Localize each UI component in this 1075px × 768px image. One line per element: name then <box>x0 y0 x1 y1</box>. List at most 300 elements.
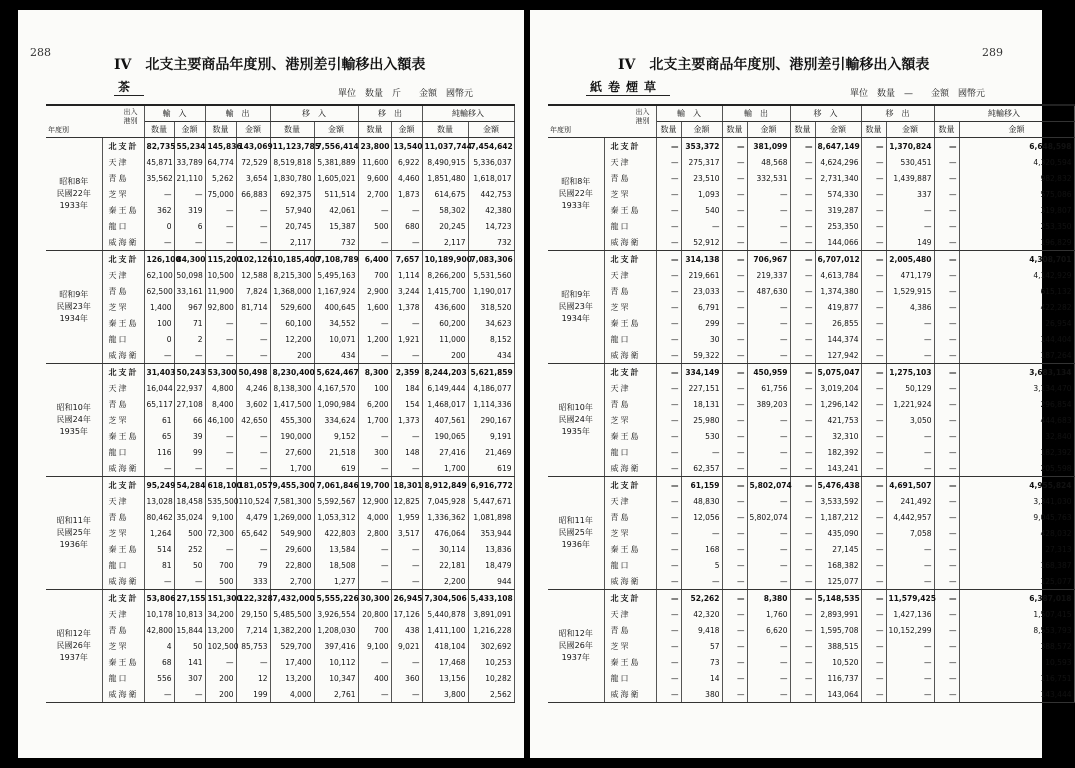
port-cell: 威海衛 <box>604 460 656 477</box>
value-cell: — <box>861 283 886 299</box>
value-cell: 95,249 <box>144 477 174 494</box>
value-cell: — <box>934 686 959 703</box>
value-cell: 61 <box>144 412 174 428</box>
port-cell: 龍口 <box>604 218 656 234</box>
value-cell: — <box>656 412 681 428</box>
value-cell: — <box>391 573 422 590</box>
value-cell: 4,186,077 <box>468 380 514 396</box>
value-cell: 4,460 <box>391 170 422 186</box>
unit-note: 單位 数量 — 金額 國幣元 <box>850 89 986 99</box>
value-cell: — <box>934 331 959 347</box>
value-cell: — <box>722 622 747 638</box>
value-cell: 125,077 <box>959 573 1074 590</box>
year-label: 昭和9年 <box>59 290 89 299</box>
port-cell: 秦王島 <box>102 428 144 444</box>
value-cell: 5,075,047 <box>815 364 861 381</box>
value-cell: 3,134,470 <box>959 380 1074 396</box>
value-cell: 8,380 <box>747 590 790 607</box>
value-cell: — <box>174 186 205 202</box>
value-cell: 1,700 <box>358 412 391 428</box>
value-cell: — <box>934 364 959 381</box>
value-cell: 442,753 <box>468 186 514 202</box>
table-row <box>46 380 514 396</box>
value-cell: — <box>790 234 815 251</box>
value-cell: 53,300 <box>205 364 236 381</box>
value-cell: — <box>886 654 934 670</box>
value-cell: 1,208,030 <box>314 622 358 638</box>
value-cell: 6,791 <box>681 299 722 315</box>
port-cell: 威海衛 <box>102 460 144 477</box>
value-cell: 700 <box>205 557 236 573</box>
value-cell: 1,468,017 <box>422 396 468 412</box>
value-cell: 10,593 <box>959 654 1074 670</box>
value-cell: 1,605,021 <box>314 170 358 186</box>
value-cell: — <box>747 525 790 541</box>
value-cell: 5,440,878 <box>422 606 468 622</box>
value-cell: 8,138,300 <box>270 380 314 396</box>
value-cell: — <box>205 234 236 251</box>
value-cell: — <box>722 251 747 268</box>
value-cell: 100 <box>144 315 174 331</box>
value-cell: 21,469 <box>468 444 514 460</box>
value-cell: — <box>790 315 815 331</box>
value-cell: 2,117 <box>270 234 314 251</box>
corner-label-inout: 出入 <box>123 108 138 116</box>
value-cell: 400,645 <box>314 299 358 315</box>
value-cell: 32,840 <box>959 428 1074 444</box>
commodity-label: 紙卷煙草 <box>586 78 670 96</box>
value-cell: 42,800 <box>144 622 174 638</box>
value-cell: 42,320 <box>681 606 722 622</box>
value-cell: 10,282 <box>468 670 514 686</box>
port-cell: 天津 <box>604 154 656 170</box>
value-cell: 34,200 <box>205 606 236 622</box>
value-cell: 52,262 <box>681 590 722 607</box>
value-cell: — <box>790 428 815 444</box>
value-cell: 1,336,362 <box>422 509 468 525</box>
value-cell: 31,403 <box>144 364 174 381</box>
value-cell: — <box>790 251 815 268</box>
value-cell: 556 <box>144 670 174 686</box>
value-cell: 3,341,030 <box>959 493 1074 509</box>
value-cell: 19,700 <box>358 477 391 494</box>
value-cell: — <box>391 234 422 251</box>
table-row <box>548 525 1074 541</box>
value-cell: — <box>790 638 815 654</box>
value-cell: 5,433,108 <box>468 590 514 607</box>
value-cell: 500 <box>174 525 205 541</box>
value-cell: 1,427,136 <box>886 606 934 622</box>
value-cell: 618,100 <box>205 477 236 494</box>
page-number: 289 <box>982 46 1003 59</box>
value-cell: — <box>722 396 747 412</box>
value-cell: — <box>656 186 681 202</box>
value-cell: 319,807 <box>959 202 1074 218</box>
value-cell: 13,028 <box>144 493 174 509</box>
value-cell: — <box>722 331 747 347</box>
table-row <box>46 573 514 590</box>
value-cell: 1,851,480 <box>422 170 468 186</box>
value-cell: 422,282 <box>959 299 1074 315</box>
value-cell: 11,579,425 <box>886 590 934 607</box>
port-cell: 天津 <box>102 267 144 283</box>
table-row <box>46 154 514 170</box>
value-cell: 253,350 <box>815 218 861 234</box>
value-cell: 1,114 <box>391 267 422 283</box>
value-cell: 10,071 <box>314 331 358 347</box>
value-cell: 5,592,567 <box>314 493 358 509</box>
value-cell: — <box>934 525 959 541</box>
port-cell: 龍口 <box>102 444 144 460</box>
value-cell: 10,112 <box>314 654 358 670</box>
header-corner <box>46 105 144 138</box>
value-cell: 3,517 <box>391 525 422 541</box>
value-cell: 27,108 <box>174 396 205 412</box>
value-cell: — <box>656 347 681 364</box>
header-group: 移 出 <box>861 105 934 122</box>
value-cell: — <box>656 251 681 268</box>
value-cell: — <box>790 154 815 170</box>
value-cell: 16,044 <box>144 380 174 396</box>
value-cell: 9,045,763 <box>959 509 1074 525</box>
value-cell: — <box>886 638 934 654</box>
value-cell: — <box>722 654 747 670</box>
value-cell: — <box>236 444 270 460</box>
value-cell: 55,234 <box>174 138 205 155</box>
value-cell: 3,602 <box>236 396 270 412</box>
table-row <box>46 138 514 155</box>
header-quantity: 数量 <box>861 122 886 138</box>
value-cell: — <box>656 590 681 607</box>
value-cell: 1,190,017 <box>468 283 514 299</box>
value-cell: 27,145 <box>815 541 861 557</box>
value-cell: 2,117 <box>422 234 468 251</box>
value-cell: 333 <box>236 573 270 590</box>
value-cell: — <box>656 557 681 573</box>
value-cell: 79 <box>236 557 270 573</box>
value-cell: — <box>205 218 236 234</box>
value-cell: — <box>747 557 790 573</box>
value-cell: 81 <box>144 557 174 573</box>
port-cell: 秦王島 <box>102 541 144 557</box>
value-cell: 4,320,594 <box>959 154 1074 170</box>
value-cell: — <box>934 493 959 509</box>
value-cell: 434 <box>314 347 358 364</box>
value-cell: 436,600 <box>422 299 468 315</box>
year-label: 昭和12年 <box>558 629 593 638</box>
header-quantity: 数量 <box>722 122 747 138</box>
value-cell: 21,110 <box>174 170 205 186</box>
trade-table-cigarettes <box>548 104 1075 703</box>
value-cell: 144,066 <box>815 234 861 251</box>
value-cell: 10,347 <box>314 670 358 686</box>
value-cell: 397,416 <box>314 638 358 654</box>
value-cell: 205,598 <box>959 460 1074 477</box>
value-cell: — <box>886 202 934 218</box>
value-cell: 13,156 <box>422 670 468 686</box>
value-cell: — <box>790 654 815 670</box>
table-row <box>46 686 514 703</box>
value-cell: 35,562 <box>144 170 174 186</box>
value-cell: — <box>747 493 790 509</box>
value-cell: 2,700 <box>270 573 314 590</box>
value-cell: — <box>861 218 886 234</box>
value-cell: — <box>358 347 391 364</box>
value-cell: 388,515 <box>815 638 861 654</box>
value-cell: 57 <box>681 638 722 654</box>
table-row <box>548 573 1074 590</box>
year-cell <box>548 590 604 703</box>
value-cell: — <box>934 557 959 573</box>
value-cell: 6,387,018 <box>959 590 1074 607</box>
value-cell: — <box>747 331 790 347</box>
value-cell: 65,117 <box>144 396 174 412</box>
value-cell: — <box>747 541 790 557</box>
value-cell: — <box>358 202 391 218</box>
value-cell: 168,382 <box>815 557 861 573</box>
value-cell: — <box>236 654 270 670</box>
value-cell: — <box>205 444 236 460</box>
value-cell: 125,077 <box>815 573 861 590</box>
value-cell: — <box>861 493 886 509</box>
port-cell: 龍口 <box>604 444 656 460</box>
value-cell: — <box>790 186 815 202</box>
value-cell: — <box>934 315 959 331</box>
value-cell: 5,802,074 <box>747 509 790 525</box>
value-cell: 27,600 <box>270 444 314 460</box>
value-cell: 471,179 <box>886 267 934 283</box>
value-cell: — <box>656 170 681 186</box>
value-cell: — <box>722 347 747 364</box>
value-cell: 2,700 <box>358 186 391 202</box>
table-row <box>548 218 1074 234</box>
corner-label-port: 港別 <box>635 117 650 125</box>
value-cell: 7,824 <box>236 283 270 299</box>
value-cell: 5,447,671 <box>468 493 514 509</box>
table-row <box>46 299 514 315</box>
table-row <box>548 686 1074 703</box>
table-row <box>548 606 1074 622</box>
value-cell: — <box>656 364 681 381</box>
value-cell: 50,498 <box>236 364 270 381</box>
value-cell: 3,050 <box>886 412 934 428</box>
value-cell: — <box>656 525 681 541</box>
value-cell: — <box>861 557 886 573</box>
value-cell: — <box>656 606 681 622</box>
value-cell: 1,378 <box>391 299 422 315</box>
value-cell: — <box>886 444 934 460</box>
value-cell: 92,800 <box>205 299 236 315</box>
value-cell: — <box>722 154 747 170</box>
value-cell: — <box>174 347 205 364</box>
value-cell: 75,000 <box>205 186 236 202</box>
value-cell: 4,386 <box>886 299 934 315</box>
header-amount: 金額 <box>174 122 205 138</box>
value-cell: 9,152 <box>314 428 358 444</box>
value-cell: 290,167 <box>468 412 514 428</box>
value-cell: 619 <box>468 460 514 477</box>
value-cell: — <box>656 541 681 557</box>
value-cell: 4,167,570 <box>314 380 358 396</box>
value-cell: 381,099 <box>747 138 790 155</box>
value-cell: — <box>747 460 790 477</box>
value-cell: — <box>934 299 959 315</box>
value-cell: 18,479 <box>468 557 514 573</box>
header-amount: 金額 <box>236 122 270 138</box>
value-cell: 126,100 <box>144 251 174 268</box>
value-cell: — <box>656 234 681 251</box>
value-cell: 5,495,163 <box>314 267 358 283</box>
value-cell: — <box>722 364 747 381</box>
value-cell: — <box>790 331 815 347</box>
value-cell: 7,058 <box>886 525 934 541</box>
value-cell: — <box>236 541 270 557</box>
value-cell: 72,300 <box>205 525 236 541</box>
value-cell: — <box>681 525 722 541</box>
value-cell: — <box>656 331 681 347</box>
value-cell: — <box>722 525 747 541</box>
value-cell: — <box>391 202 422 218</box>
unit-note: 單位 数量 斤 金額 國幣元 <box>338 89 474 99</box>
value-cell: — <box>656 299 681 315</box>
value-cell: 26,855 <box>815 315 861 331</box>
value-cell: — <box>722 138 747 155</box>
port-cell: 龍口 <box>604 331 656 347</box>
value-cell: 3,019,204 <box>815 380 861 396</box>
value-cell: 200 <box>205 686 236 703</box>
value-cell: 318,520 <box>468 299 514 315</box>
port-cell: 北支計 <box>604 477 656 494</box>
value-cell: — <box>934 638 959 654</box>
value-cell: 0 <box>144 331 174 347</box>
value-cell: — <box>236 234 270 251</box>
year-label: 民國22年 <box>558 189 593 198</box>
value-cell: — <box>656 396 681 412</box>
port-cell: 青島 <box>102 396 144 412</box>
value-cell: — <box>747 299 790 315</box>
value-cell: — <box>236 347 270 364</box>
value-cell: 1,093 <box>681 186 722 202</box>
value-cell: 10,520 <box>815 654 861 670</box>
value-cell: — <box>861 396 886 412</box>
port-cell: 龍口 <box>102 331 144 347</box>
value-cell: — <box>861 170 886 186</box>
value-cell: — <box>861 234 886 251</box>
value-cell: — <box>886 541 934 557</box>
port-cell: 威海衛 <box>102 573 144 590</box>
value-cell: 73 <box>681 654 722 670</box>
value-cell: 187,264 <box>959 347 1074 364</box>
port-cell: 天津 <box>604 267 656 283</box>
header-quantity: 数量 <box>934 122 959 138</box>
value-cell: 13,836 <box>468 541 514 557</box>
year-label: 民國24年 <box>56 415 91 424</box>
value-cell: — <box>861 331 886 347</box>
port-cell: 天津 <box>102 493 144 509</box>
port-cell: 青島 <box>102 509 144 525</box>
value-cell: 1,368,000 <box>270 283 314 299</box>
value-cell: — <box>747 218 790 234</box>
value-cell: 181,057 <box>236 477 270 494</box>
value-cell: 21,518 <box>314 444 358 460</box>
port-cell: 芝罘 <box>102 186 144 202</box>
port-cell: 芝罘 <box>102 299 144 315</box>
value-cell: 1,200 <box>358 331 391 347</box>
value-cell: 11,000 <box>422 331 468 347</box>
value-cell: 680 <box>391 218 422 234</box>
value-cell: 182,392 <box>959 444 1074 460</box>
table-row <box>548 251 1074 268</box>
port-cell: 龍口 <box>102 557 144 573</box>
value-cell: 732 <box>314 234 358 251</box>
value-cell: — <box>205 541 236 557</box>
table-row <box>46 202 514 218</box>
value-cell: 23,800 <box>358 138 391 155</box>
table-row <box>548 170 1074 186</box>
table-row <box>548 299 1074 315</box>
value-cell: — <box>144 573 174 590</box>
value-cell: — <box>656 138 681 155</box>
value-cell: 1,595,708 <box>815 622 861 638</box>
value-cell: 7,556,414 <box>314 138 358 155</box>
value-cell: — <box>934 380 959 396</box>
value-cell: — <box>144 686 174 703</box>
year-cell <box>46 251 102 364</box>
value-cell: 27,416 <box>422 444 468 460</box>
value-cell: — <box>722 234 747 251</box>
value-cell: — <box>790 590 815 607</box>
page-title: IV 北支主要商品年度別、港別差引輸移出入額表 <box>114 57 426 73</box>
value-cell: 428,032 <box>959 525 1074 541</box>
value-cell: 450,959 <box>747 364 790 381</box>
value-cell: 334,624 <box>314 412 358 428</box>
value-cell: 27,313 <box>959 541 1074 557</box>
port-cell: 秦王島 <box>604 654 656 670</box>
value-cell: — <box>656 315 681 331</box>
table-row <box>46 347 514 364</box>
value-cell: 30,300 <box>358 590 391 607</box>
value-cell: — <box>790 541 815 557</box>
value-cell: 8,244,203 <box>422 364 468 381</box>
table-row <box>548 412 1074 428</box>
value-cell: — <box>934 606 959 622</box>
value-cell: — <box>790 299 815 315</box>
table-row <box>46 331 514 347</box>
header-quantity: 数量 <box>358 122 391 138</box>
value-cell: 33,789 <box>174 154 205 170</box>
value-cell: 967 <box>174 299 205 315</box>
value-cell: 11,123,785 <box>270 138 314 155</box>
value-cell: 62,357 <box>681 460 722 477</box>
value-cell: 6,620 <box>747 622 790 638</box>
value-cell: 1,370,824 <box>886 138 934 155</box>
value-cell: 13,200 <box>270 670 314 686</box>
header-group: 純輸移入 <box>934 105 1074 122</box>
value-cell: — <box>656 154 681 170</box>
value-cell: — <box>861 412 886 428</box>
value-cell: — <box>722 493 747 509</box>
value-cell: — <box>236 331 270 347</box>
value-cell: 122,328 <box>236 590 270 607</box>
value-cell: 319,287 <box>815 202 861 218</box>
port-cell: 秦王島 <box>604 315 656 331</box>
value-cell: 6,400 <box>358 251 391 268</box>
value-cell: 59,322 <box>681 347 722 364</box>
year-label: 1936年 <box>59 540 88 549</box>
value-cell: 11,900 <box>205 283 236 299</box>
value-cell: — <box>391 541 422 557</box>
value-cell: 48,568 <box>747 154 790 170</box>
